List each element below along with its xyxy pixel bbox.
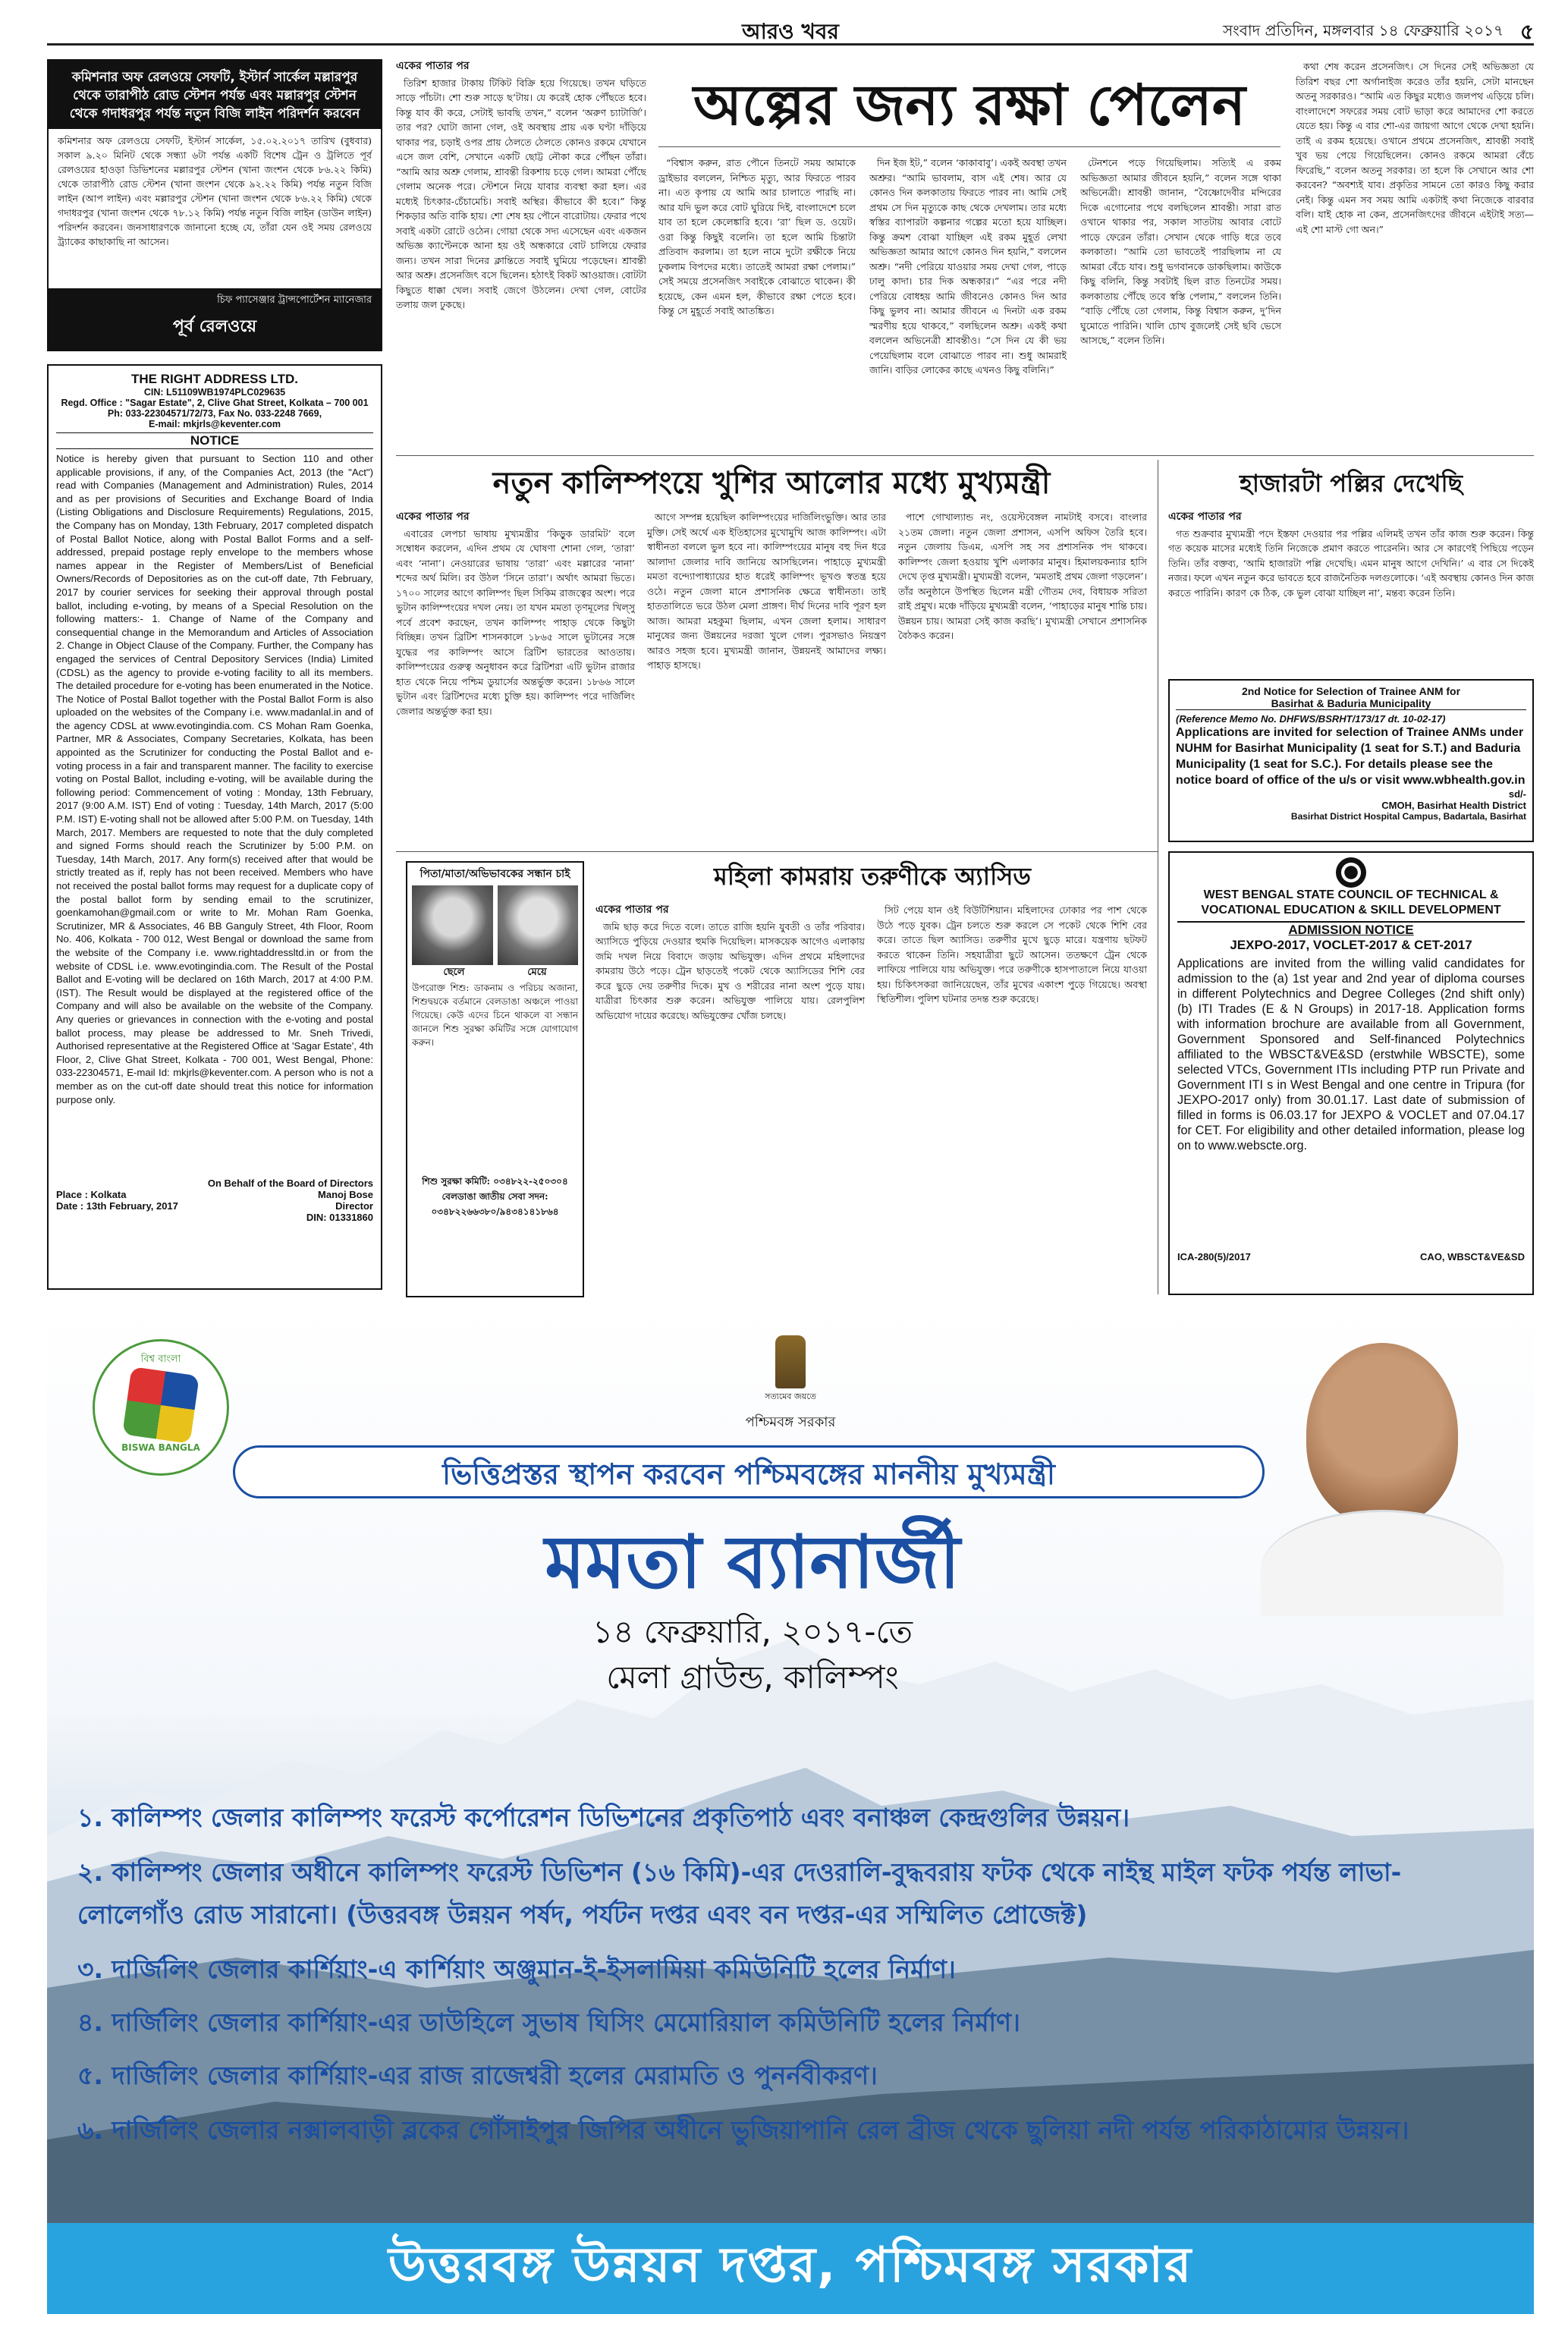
signer-name: Manoj Bose	[318, 1189, 373, 1200]
masthead	[47, 14, 1534, 46]
story2-text: এবারের লেপচা ভাষায় মুখ্যমন্ত্রীর ‘কিড়ুক ডারমিট’ বলে সম্বোধন করলেন, এদিন প্রথম যে ঘোষণা শোনা গেল, ‘তারা’ এবং ‘নানা’। নেওয়ারের ভাষায় ‘তারা’ এবং মল্লারের ‘নানা’ শব্দের অর্থ মিলি। রব উঠল ‘সিনে তারা’। অর্থাৎ আমরা ভিতে। ১৭০০ সালের আগে কালিম্পং ছিল সিকিম রাজত্বের অংশ। পরে ভুটান কালিম্পংয়ের দখল নেয়। তা যখন মমতা তৃণমূলের খিল্সু পর্বে প্রবেশ করছেন, তখন কালিম্পং পাহাড় থেকে কিছুটা বিচ্ছিন্ন। তখন ব্রিটিশ শাসনকালে ১৮৬৫ সালে ভুটানের সঙ্গে যুদ্ধের পর কালিম্পং আসে ব্রিটিশ ভারতের আওতায়। কালিম্পংয়ের গুরুত্ব অনুধাবন করে ব্রিটিশরা এটি ভুটান রাজার হাত থেকে নিয়ে পশ্চিম ডুয়ার্সের অন্তর্ভুক্ত করেন। ১৮৬৬ সালে ভুটান এবং ব্রিটিশদের মধ্যে চুক্তি হয়। কালিম্পং পরে দার্জিলিং জেলার অন্তর্ভুক্ত করা হয়।	[396, 527, 635, 717]
ad-date: ১৪ ফেব্রুয়ারি, ২০১৭-তে	[592, 1613, 913, 1650]
company-cin: CIN: L51109WB1974PLC029635	[143, 387, 286, 398]
logo-sub: BISWA BANGLA	[121, 1442, 200, 1453]
anm-title2: Basirhat & Baduria Municipality	[1176, 697, 1526, 710]
story2-headline: নতুন কালিম্পংয়ে খুশির আলোর মধ্যে মুখ্যমন্ত্রী	[492, 466, 1051, 501]
story3-text: গত শুক্রবার মুখ্যমন্ত্রী পদে ইস্তফা দেওয়ার পর পল্লির এলিমই তখন তাঁর কাজ শুরু করেন। কিন্তু গত কয়েক মাসের মধ্যেই তিনি নিজেকে প্রমাণ করতে পারেননি। আর সে কারণেই পিছিয়ে পড়েন তিনি। তাঁর বক্তব্য, ‘আমি হাজারটা পল্লি দেখেছি। এমন মানুষ আগে দেখিনি।’ এ বার সে দিকেই নজর। ফলে এখন নতুন করে ভাবতে হবে রাজনৈতিক দলগুলোকে। ‘এই অবস্থায় কোনও দিন কাজ করতে পারিনি। কারণ কে ঠিক, কে ভুল বোঝা যাচ্ছিল না’, মন্তব্য করেন তিনি।	[1168, 527, 1534, 599]
story2-col3	[898, 510, 1147, 847]
wbscte-exams: JEXPO-2017, VOCLET-2017 & CET-2017	[1230, 938, 1472, 952]
signer-designation: Director	[335, 1200, 373, 1212]
story2-text2: আগে সম্পন্ন হয়েছিল কালিম্পংয়ের দার্জিলিংভুক্তি। আর তার মুক্তি। সেই অর্থে এক ইতিহাসের মুখোমুখি আজ কালিম্পং। এটা স্বাধীনতা বললে ভুল হবে না। কালিম্পংয়ের মানুষ বহু দিন ধরে আলাদা জেলার দাবি জানিয়ে আসছিলেন। পাহাড়ে মুখ্যমন্ত্রী মমতা বন্দ্যোপাধ্যায়ের হাত ধরেই কালিম্পং ভূখণ্ড স্বতন্ত্র হয়ে ওঠে। নতুন জেলা মানে প্রশাসনিক ক্ষেত্রে স্বাধীনতা। তাই হাততালিতে ভরে উঠল মেলা প্রাঙ্গণ। দীর্ঘ দিনের দাবি পূরণ হল আজ। আমরা মহকুমা ছিলাম, এখন জেলা হলাম। সাধারণ মানুষের জন্য উন্নয়নের দরজা খুলে গেল। পুরসভাও নিয়ন্ত্রণ আরও সহজ হবে। মুখ্যমন্ত্রী জানান, উন্নয়নই আমাদের লক্ষ্য। পাহাড় হাসছে।	[647, 511, 886, 671]
notice-place: Place : Kolkata	[56, 1189, 127, 1200]
wbscte-notice	[1168, 851, 1534, 1295]
story1-headline: অল্পের জন্য রক্ষা পেলেন	[658, 64, 1280, 147]
missing-photos	[412, 885, 578, 965]
wbscte-body: Applications are invited from the willing valid candidates for admission to the (a) 1st year and 2nd year of diploma courses in different Polytechnics and Degree Colleges (2nd shift only) (b) ITI Trades (E & N Groups) in 2017-18. Application forms with information brochure are available from all Government, Government Sponsored and Self-financed Polytechnics affiliated to the WBSCT&VE&SD (erstwhile WBSCTE), some selected VTCs, Government ITIs including PTP run Private and Government ITI s in West Bengal and one centre in Tripura (for JEXPO-2017 only) from 30.01.17. Last date of submission of filled in forms is 06.03.17 for JEXPO & VOCLET and 07.04.17 for CET. For eligibility and other detailed information, please log on to www.webscte.org.	[1177, 957, 1525, 1152]
story1-col2	[658, 156, 856, 451]
story1-col1	[396, 59, 646, 451]
right-address-notice	[47, 364, 382, 1290]
story3-col	[1168, 510, 1534, 673]
missing-title: পিতা/মাতা/অভিভাবকের সন্ধান চাই	[419, 868, 570, 880]
ad-name: মমতা ব্যানার্জী	[545, 1520, 960, 1605]
story1-text5: কথা শেষ করেন প্রসেনজিৎ। সে দিনের সেই অভিজ্ঞতা যে তিরিশ বছর শো অর্গানাইজ করেও তাঁর হয়নি, সেটা মানছেন অতনু সরকারও। “আমি এত কিছুর মধ্যেও জলপথ এড়িয়ে চলি। বাংলাদেশে সফরের সময় বোট ভাড়া করে আমাদের শো করতে যেতে হয়। কিন্তু এ বার শো-এর জায়গা আগে থেকে দেখা হয়নি। তাই এ রকম হয়েছে। ওখানে প্রথমে প্রসেনজিৎ, শ্রাবন্তী সবাই খুব ভয় পেয়ে গিয়েছিলেন। কোনও রকমে আমরা বেঁচে ফিরেছি,” বলেন অতনু সরকার। তা হলে কি সেখানে আর শো করবেন? “অবশ্যই যাব। প্রকৃতির সামনে তো কারও কিছু করার নেই। কিন্তু এমন সব সময় আমি একটাই কথা নিজেকে বারবার বলি। যাই হোক না কেন, প্রসেনজিৎদের জীবনে এইটাই সত্য—এই শো মাস্ট গো অন।”	[1296, 61, 1534, 235]
company-office: Regd. Office : "Sagar Estate", 2, Clive Ghat Street, Kolkata – 700 001	[61, 398, 369, 408]
ad-venue: মেলা গ্রাউন্ড, কালিম্পং	[606, 1659, 899, 1696]
ad-item-5: ৫. দার্জিলিং জেলার কার্শিয়াং-এর রাজ রাজেশ্বরী হলের মেরামতি ও পুনর্নবীকরণ।	[77, 2061, 878, 2090]
ad-footer: উত্তরবঙ্গ উন্নয়ন দপ্তর, পশ্চিমবঙ্গ সরকার	[47, 2223, 1534, 2314]
story1-text: তিরিশ হাজার টাকায় টিকিট বিক্রি হয়ে গিয়েছে। তখন ঘড়িতে সাড়ে পাঁচটা। শো শুরু সাড়ে ছ’টায়। যে করেই হোক পৌঁছতে হবে। কিন্তু যাব কী করে, সেটাই ভাবছি তখন,” বলেন ‘অরুণ চ্যাটার্জি’। তার পর? ঘোটা জানা গেল, ওই অবস্থায় প্রায় এক ঘণ্টা দাঁড়িয়ে থাকার পর, চড়াই ওপর প্রায় ঠেলতে ঠেলতে কোনও রকমে যেখানে এসে জল বেশি, সেখানে একটি ছোট্ট নৌকা করে পৌঁছন তাঁরা। “আমি আর অশ্রু গেলাম, শ্রাবন্তী রিকশায় চড়ে গেল। আমরা পৌঁছে গেলাম অনেক পরে। স্টেশনে নিয়ে যাবার ব্যবস্থা করা হল। এর মধ্যেই চিৎকার-চেঁচামেচি। সবাই অস্থির। কীভাবে কী হবে।” কিন্তু শিকড়ার অতি বাকি হায়। শো শেষ হয় পৌনে বারোটায়। ফেরার পথে সবাই একটা রোটে ওঠেন। গোয়া থেকে সদ্য এসেছেন এবং একজন অভিজ্ঞ ক্যাপ্টেনকে আনা হয় ওই অন্ধকারে বোট চালিয়ে ফেরার জন্য। তখন সারা দিনের ক্লান্তিতে সবাই ঘুমিয়ে পড়েছেন। শ্রাবন্তী আর অশ্রু। প্রসেনজিৎ বসে ছিলেন। হঠাৎই বিকট আওয়াজ। বোটটা কিছুতে ধাক্কা খেল। সবাই জেগে উঠলেন। দেখা গেল, বোটের তলায় জল ঢুকছে।	[396, 77, 646, 310]
wbscte-ref: ICA-280(5)/2017	[1177, 1251, 1251, 1262]
wbscte-title: WEST BENGAL STATE COUNCIL OF TECHNICAL & VOCATIONAL EDUCATION & SKILL DEVELOPMENT	[1201, 888, 1501, 917]
missing-contact: শিশু সুরক্ষা কমিটি: ০৩৪৮২২-২৫০৩০৪	[422, 1176, 568, 1187]
logo-mark	[122, 1366, 200, 1444]
rail-notice-body: কমিশনার অফ রেলওয়ে সেফটি, ইস্টার্ন সার্কেল, ১৫.০২.২০১৭ তারিখ (বুধবার) সকাল ৯.২০ মিনিট থেকে সন্ধ্যা ৬টা পর্যন্ত একটি বিশেষ ট্রেন ও ট্রলিতে পূর্ব রেলওয়ের হাওড়া ডিভিশনের মল্লারপুর স্টেশন (খানা জংশন থেকে ৮৬.২২ কিমি) থেকে তারাপীঠ রোড স্টেশন (খানা জংশন থেকে ৯২.২২ কিমি) পর্যন্ত নতুন বিজি লাইন (আপ লাইন) এবং মল্লারপুর স্টেশন (খানা জংশন থেকে ৮৬.২২ কিমি) থেকে গদাধরপুর (খানা জংশন থেকে ৭৮.১২ কিমি) পর্যন্ত নতুন বিজি লাইন (ডাউন লাইন) পরিদর্শন করবেন। জনসাধারণকে জানানো হচ্ছে যে, তাঁরা যেন ওই সময় রেলওয়ে ট্র্যাকের কাছাকাছি না আসেন।	[49, 129, 381, 288]
company-email: E-mail: mkjrls@keventer.com	[148, 419, 281, 429]
wbscte-footer	[1177, 1251, 1525, 1262]
biswa-bangla-logo	[93, 1339, 229, 1476]
girl-photo	[498, 885, 579, 965]
story2-col1	[396, 510, 635, 847]
acid-col1	[595, 903, 865, 1294]
gov-label: পশ্চিমবঙ্গ সরকার	[745, 1414, 836, 1430]
ad-lead: ভিত্তিপ্রস্তর স্থাপন করবেন পশ্চিমবঙ্গের মাননীয় মুখ্যমন্ত্রী	[233, 1445, 1265, 1498]
acid-col2	[877, 903, 1147, 1294]
anm-memo: (Reference Memo No. DHFWS/BSRHT/173/17 dt. 10-02-17)	[1176, 713, 1446, 725]
ad-item-1: ১. কালিম্পং জেলার কালিম্পং ফরেস্ট কর্পোরেশন ডিভিশনের প্রকৃতিপাঠ এবং বনাঞ্চল কেন্দ্রগুলির উন্নয়ন।	[77, 1803, 1130, 1832]
rail-notice-signature: চিফ প্যাসেঞ্জার ট্রান্সপোর্টেশন ম্যানেজার	[217, 294, 372, 306]
missing-body: উপরোক্ত শিশু: ডাকনাম ও পরিচয় অজানা, শিশুদ্বয়কে বর্তমানে বেলডাঙা অঞ্চলে পাওয়া গিয়েছে। কেউ এদের চিনে থাকলে বা সন্ধান জানলে শিশু সুরক্ষা কমিটির সঙ্গে যোগাযোগ করুন।	[412, 983, 578, 1048]
anm-body: Applications are invited for selection of Trainee ANMs under NUHM for Basirhat Municipality (1 seat for S.T.) and Baduria Municipality (1 seat for S.C.). For details please see the notice board of office of the u/s or visit www.wbhealth.gov.in	[1176, 726, 1526, 787]
acid-kicker: একের পাতার পর	[595, 904, 669, 916]
company-phone: Ph: 033-22304571/72/73, Fax No. 033-2248 7669,	[107, 408, 322, 419]
ad-item-2: ২. কালিম্পং জেলার অধীনে কালিম্পং ফরেস্ট ডিভিশন (১৬ কিমি)-এর দেওরালি-বুদ্ধবরায় ফটক থেকে নাইন্থ মাইল ফটক পর্যন্ত লাভা-লোলেগাঁও রোড সারানো। (উত্তরবঙ্গ উন্নয়ন পর্ষদ, পর্যটন দপ্তর এবং বন দপ্তর-এর সম্মিলিত প্রোজেক্ট)	[77, 1857, 1402, 1929]
missing-children-notice	[406, 861, 584, 1297]
rule-under-story1	[396, 455, 1534, 456]
company-name: THE RIGHT ADDRESS LTD.	[130, 372, 299, 386]
dateline: সংবাদ প্রতিদিন, মঙ্গলবার ১৪ ফেব্রুয়ারি ২০১৭	[1222, 21, 1504, 39]
photo-labels	[412, 965, 578, 981]
wbscte-notice-label: ADMISSION NOTICE	[1177, 921, 1525, 938]
ad-item-3: ৩. দার্জিলিং জেলার কার্শিয়াং-এ কার্শিয়াং অঞ্জুমান-ই-ইসলামিয়া কমিউনিটি হলের নির্মাণ।	[77, 1954, 956, 1984]
anm-notice	[1168, 679, 1534, 842]
story1-col5	[1296, 59, 1534, 451]
story1-col4	[1080, 156, 1281, 451]
rail-notice-title: কমিশনার অফ রেলওয়ে সেফটি, ইস্টার্ন সার্কেল মল্লারপুর থেকে তারাপীঠ রোড স্টেশন পর্যন্ত এবং মল্লারপুর স্টেশন থেকে গদাধরপুর পর্যন্ত নতুন বিজি লাইন পরিদর্শন করবেন	[69, 70, 360, 121]
story2-text3: পাশে গোখাল্যান্ড নং, ওয়েস্টবেঙ্গল নামটাই বসবে। বাংলার ২১তম জেলা। নতুন জেলা প্রশাসন, এসপি অফিস তৈরি হবে। নতুন জেলায় ডিএম, এসপি সহ সব প্রশাসনিক পদ থাকবে। কালিম্পং জেলা হওয়ায় খুশি এলাকার মানুষ। হিমালয়কন্যার হাসি দেখে তৃপ্ত মুখ্যমন্ত্রী। মুখ্যমন্ত্রী বলেন, ‘মমতাই প্রথম জেলা গড়লেন’। তাঁর অনুষ্ঠানে উপস্থিত ছিলেন মন্ত্রী গৌতম দেব, বিধায়ক সরিতা রাই প্রমুখ। মঞ্চে দাঁড়িয়ে মুখ্যমন্ত্রী বলেন, ‘পাহাড়ের মানুষ শান্তি চায়। উন্নয়ন চায়। আমরা সেই কাজ করছি’। মুখ্যমন্ত্রী সেখানে প্রশাসনিক বৈঠকও করেন।	[898, 511, 1147, 641]
rail-notice-footer: পূর্ব রেলওয়ে	[172, 317, 257, 336]
story1-col3	[869, 156, 1067, 451]
story2-kicker: একের পাতার পর	[396, 511, 470, 523]
story1-text4: টেনশনে পড়ে গিয়েছিলাম। সত্যিই এ রকম অভিজ্ঞতা আমার জীবনে হয়নি,” বলেন সঙ্গে থাকা অভিনেত্রী। শ্রাবন্তী জানান, “বৈষ্ণোদেবীর মন্দিরের দিকে এগোনোর পথে বলছিলেন শ্রাবন্তী। সারা রাত ওখানে থাকার পর, সকাল সাতটায় আবার বোটে পাড়ে ফেরেন তাঁরা। সেখান থেকে গাড়ি ধরে তবে কলকাতা। “আমি তো ভাবতেই পারছিলাম না যে আমরা বেঁচে যাব। শুধু ভগবানকে ডাকছিলাম। কাউকে কিছু বলিনি, কিন্তু সবটাই ছিল রাত তিনটের সময়। কলকাতায় পৌঁছে তবে স্বস্তি পেলাম,” বললেন তিনি। “বাড়ি পৌঁছে তো গেলাম, কিন্তু বিশ্বাস করুন, দু’দিন ঘুমোতে পারিনি। খালি চোখ বুজলেই সেই ছবি ভেসে আসছে,” বলেন তিনি।	[1080, 157, 1281, 346]
signature-row-2	[56, 1200, 373, 1212]
emblem-caption: সত্যমেব জয়তে	[765, 1391, 816, 1401]
acid-headline: মহিলা কামরায় তরুণীকে অ্যাসিড	[714, 862, 1031, 891]
rail-notice	[47, 59, 382, 351]
notice-body: Notice is hereby given that pursuant to Section 110 and other applicable provisions, if any, of the Companies Act, 2013 (the "Act") read with Companies (Management and Administration) Rules, 2014 and as per provisions of Securities and Exchange Board of India (Listing Obligations and Disclosure Requirements) Regulations, 2015, the Company has on Monday, 13th February, 2017 completed dispatch of Postal Ballot Notice, along with Postal Ballot Forms and a self-addressed, prepaid postage reply envelope to the members whose names appear in the Register of Members/List of Beneficial Owners/Records of Depositories as on the cut-off date, 7th February, 2017 by courier services for seeking their approval through postal ballot, including e-voting, by means of a Special Resolution on the following matters:- 1. Change of Name of the Company and consequential change in the Memorandum and Articles of Association 2. Change in Object Clause of the Company. Further, the Company has engaged the services of Central Depository Services (India) Limited (CDSL) as the agency to provide e-voting facility to all its members. The detailed procedure for e-voting has been enumerated in the Notice. The Notice of Postal Ballot together with the Postal Ballot Form is also uploaded on the websites of the Company i.e. www.madanlal.in and of the agency CDSL at www.evotingindia.com. CS Mohan Ram Goenka, Partner, MR & Associates, Company Secretaries, Kolkata, has been appointed as the Scrutinizer for conducting the Postal Ballot and e-voting process in a fair and transparent manner. The facility to exercise voting on Postal Ballot, including e-voting, will be available during the following period: Commencement of voting : Monday, 13th February, 2017 (9:00 A.M. IST) End of voting : Tuesday, 14th March, 2017 (5:00 P.M. IST) E-voting shall not be allowed after 5:00 P.M. on Tuesday, 14th March, 2017. Members are requested to note that the duly completed and signed Forms should reach the Scrutinizer by 5:00 P.M. on Tuesday, 14th March, 2017. Any form(s) received after that would be strictly treated as if, reply has not been received. Members who have not received the postal ballot forms may request for a duplicate copy of the postal ballot form by sending email to the scrutinizer, goenkamohan@gmail.com or write to Mr. Mohan Ram Goenka, Scrutinizer, MR & Associates, 46 BB Ganguly Street, 4th Floor, Room No. 406, Kolkata - 700 012, West Bengal or download the same from the website of the Company i.e. www.rightaddressltd.in or from the website of CDSL i.e. www.evotingindia.com. The Result of the Postal Ballot and E-voting will be declared on 16th March, 2017 at 4:00 P.M. (IST). The Result would be displayed at the registered office of the Company and will also be available on the website of the Company. Any queries or grievances in connection with the e-voting and postal ballot process, may please be addressed to Mr. Sneh Trivedi, Authorised representative at the Registered Office at 'Sagar Estate', 4th Floor, 2, Clive Ghat Street, Kolkata - 700 001, West Bengal, Phone: 033-22304571, E-mail Id: mkjrls@keventer.com. A person who is not a member as on the cut-off date should treat this notice for information purpose only.	[56, 453, 373, 1105]
anm-sd: sd/-	[1508, 788, 1526, 800]
acid-text2: সিট পেয়ে যান ওই বিউটিশিয়ান। মহিলাদের ঢোকার পর পাশ থেকে উঠে পড়ে যুবক। ট্রেন চলতে শুরু করলে সে পকেট থেকে শিশি বের করে। তাতে ছিল অ্যাসিড। তরুণীর মুখে ছুড়ে মারে। যন্ত্রণায় ছটফট করতে থাকেন তিনি। সহযাত্রীরা ছুটে আসেন। ততক্ষণে ট্রেন থেকে লাফিয়ে পালিয়ে যায় অভিযুক্ত। পরে তরুণীকে হাসপাতালে নিয়ে যাওয়া হয়। চিকিৎসকরা জানিয়েছেন, তাঁর মুখের একাংশ পুড়ে গিয়েছে। অবস্থা স্থিতিশীল। পুলিশ ঘটনার তদন্ত শুরু করেছে।	[877, 904, 1147, 1005]
ad-items	[77, 1798, 1504, 2152]
logo-text: বিশ্ব বাংলা	[140, 1354, 181, 1365]
notice-title: NOTICE	[56, 432, 373, 449]
govt-advertisement	[47, 1305, 1534, 2314]
story3-kicker: একের পাতার পর	[1168, 511, 1242, 523]
signer-din: DIN: 01331860	[306, 1212, 373, 1223]
ad-item-6: ৬. দার্জিলিং জেলার নক্সালবাড়ী ব্লকের গোঁসাইপুর জিপির অধীনে ভুজিয়াপানি রেল ব্রীজ থেকে ছুলিয়া নদী পর্যন্ত পরিকাঠামোর উন্নয়ন।	[77, 2115, 1409, 2145]
on-behalf: On Behalf of the Board of Directors	[207, 1178, 373, 1189]
section-title: আরও খবর	[742, 19, 839, 44]
story2-col2	[647, 510, 886, 847]
signature-row	[56, 1189, 373, 1200]
wbscte-emblem	[1336, 857, 1366, 888]
story1-kicker: একের পাতার পর	[396, 60, 470, 72]
state-emblem	[775, 1335, 806, 1388]
story3-headline: হাজারটা পল্লির দেখেছি	[1239, 469, 1463, 498]
acid-text: জমি ছাড় করে দিতে বলে। তাতে রাজি হয়নি যুবতী ও তাঁর পরিবার। অ্যাসিডে পুড়িয়ে দেওয়ার হুমকি দিয়েছিল। মাসকয়েক আগেও এলাকায় জমি দখল নিয়ে বিবাদে জড়ায় অভিযুক্ত। এদিন প্রথমে মহিলাদের কামরায় উঠে পড়ে। ট্রেন ছাড়তেই পকেট থেকে অ্যাসিডের শিশি বের করে ছুড়ে দেয় তরুণীর দিকে। মুখ ও শরীরের নানা অংশ পুড়ে যায়। যাত্রীরা চিৎকার শুরু করেন। অভিযুক্ত পালিয়ে যায়। রেলপুলিশ অভিযোগ দায়ের করেছে। অভিযুক্তের খোঁজ চলছে।	[595, 920, 865, 1021]
boy-photo	[412, 885, 493, 965]
chief-minister-portrait	[1261, 1320, 1504, 1616]
rule-under-story2	[396, 851, 1158, 852]
page-number: ৫	[1519, 19, 1534, 44]
label-girl: মেয়ে	[527, 967, 547, 978]
anm-address: Basirhat District Hospital Campus, Badartala, Basirhat	[1290, 811, 1526, 822]
notice-date: Date : 13th February, 2017	[56, 1200, 178, 1212]
wbscte-signer: CAO, WBSCT&VE&SD	[1420, 1251, 1525, 1262]
anm-signer: CMOH, Basirhat Health District	[1381, 800, 1526, 811]
ad-item-4: ৪. দার্জিলিং জেলার কার্শিয়াং-এর ডাউহিলে সুভাষ ঘিসিং মেমোরিয়াল কমিউনিটি হলের নির্মাণ।	[77, 2008, 1020, 2037]
story1-text3: দিন ইজ ইট,” বলেন ‘কাকাবাবু’। একই অবস্থা তখন অশ্রুর। “আমি ভাবলাম, বাস এই শেষ। আর যে কোনও দিন কলকাতায় ফিরতে পারব না। আমি সেই প্রথম সে দিন মৃত্যুকে কাছ থেকে দেখলাম। তার মধ্যে স্বস্তির ব্যাপারটা কল্পনার গল্পের মতো হয়ে যাচ্ছিল। কিন্তু ক্রমশ বোঝা যাচ্ছিল এই রকম মুহূর্ত লেখা অভিজ্ঞতা আমার আগে কোনও দিন হয়নি,” বললেন অশ্রু। “নদী পেরিয়ে যাওয়ার সময় দেখা গেল, পাড়ে ঢালু কাদা। চার দিক অন্ধকার।” “এর পরে নদী পেরিয়ে বোধহয় আমি জীবনেও কোনও দিন আর কিছু ভুলব না। আমার জীবনে এ দিনটা এক রকম স্মরণীয় হয়ে থাকবে,” বলছিলেন অশ্রু। একই কথা বললেন অভিনেত্রী শ্রাবন্তীও। “সে দিন যে কী ভয় পেয়েছিলাম বলে বোঝাতে পারব না। শুধু আমরাই জানি। বাড়ির লোকের কাছে এখনও কিছু বলিনি।”	[869, 157, 1067, 376]
label-boy: ছেলে	[443, 967, 465, 978]
story1-text2: “বিশ্বাস করুন, রাত পৌনে তিনটে সময় আমাকে ড্রাইভার বললেন, নিশ্চিত মৃত্যু, আর ফিরতে পারব না। এত কৃপায় যে আমি আর চালাতে পারছি না। আর যদি ভুল করে বোট ঘুরিয়ে দিই, বাংলাদেশে চলে যাব তা হলে কেলেঙ্কারি হবে। ‘রা’ ছিল ড. ওয়েট। ওরা কিন্তু কিছুই বলেনি। তা হলে আমি চিন্তাটা প্রতিবাদ করলাম। তা হলে নামে দুটো রক্ষীকে নিয়ে ঢুকলাম বিপদের মধ্যে। তাতেই আমরা রক্ষা পেলাম।” সেই সময়ে প্রসেনজিৎ সবাইকে বোঝাতে থাকেন। কী হয়েছে, কেন এমন হল, কীভাবে রক্ষা পেতে হবে। কিন্তু সে মুহূর্তে সবাই আতঙ্কিত।	[658, 157, 856, 316]
missing-contact2: বেলডাঙা জাতীয় সেবা সদন: ০৩৪৮২২৬৬৩৮০/৯৪৩৪১৪১৮৬৪	[431, 1191, 559, 1217]
anm-title1: 2nd Notice for Selection of Trainee ANM for	[1241, 685, 1461, 697]
